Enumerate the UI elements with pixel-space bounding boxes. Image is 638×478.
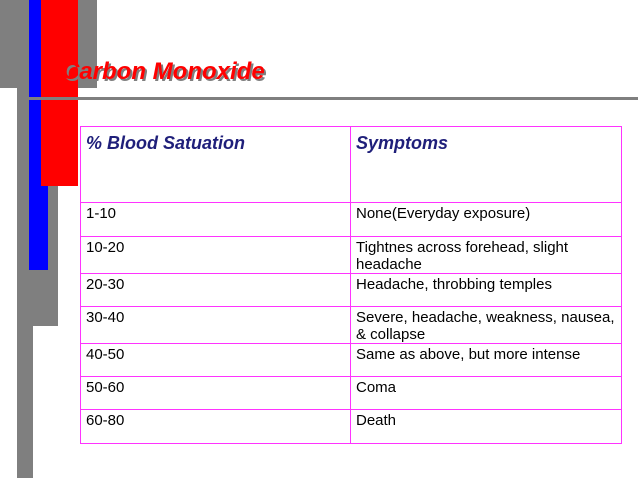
table-row <box>81 203 622 237</box>
column-header-blood-saturation: % Blood Satuation <box>81 127 351 203</box>
table-row <box>81 344 622 377</box>
table-row <box>81 377 622 410</box>
saturation-cell: 20-30 <box>81 274 351 307</box>
title-underline-rule <box>19 97 638 100</box>
symptom-cell: Tightnes across forehead, slight headache <box>351 237 622 274</box>
table-row <box>81 274 622 307</box>
symptom-cell: Severe, headache, weakness, nausea, & collapse <box>351 307 622 344</box>
saturation-cell: 40-50 <box>81 344 351 377</box>
symptom-cell: Headache, throbbing temples <box>351 274 622 307</box>
symptom-cell: Coma <box>351 377 622 410</box>
symptom-cell: Same as above, but more intense <box>351 344 622 377</box>
column-header-symptoms: Symptoms <box>351 127 622 203</box>
table-row <box>81 307 622 344</box>
table-row <box>81 237 622 274</box>
decorative-red-block <box>41 0 78 186</box>
symptoms-table <box>80 126 622 444</box>
saturation-cell: 1-10 <box>81 203 351 237</box>
saturation-cell: 30-40 <box>81 307 351 344</box>
table-header-row <box>81 127 622 203</box>
saturation-cell: 50-60 <box>81 377 351 410</box>
slide-title: Carbon Monoxide <box>62 58 265 85</box>
symptom-cell: None(Everyday exposure) <box>351 203 622 237</box>
symptom-cell: Death <box>351 410 622 444</box>
saturation-cell: 10-20 <box>81 237 351 274</box>
saturation-cell: 60-80 <box>81 410 351 444</box>
table-row <box>81 410 622 444</box>
